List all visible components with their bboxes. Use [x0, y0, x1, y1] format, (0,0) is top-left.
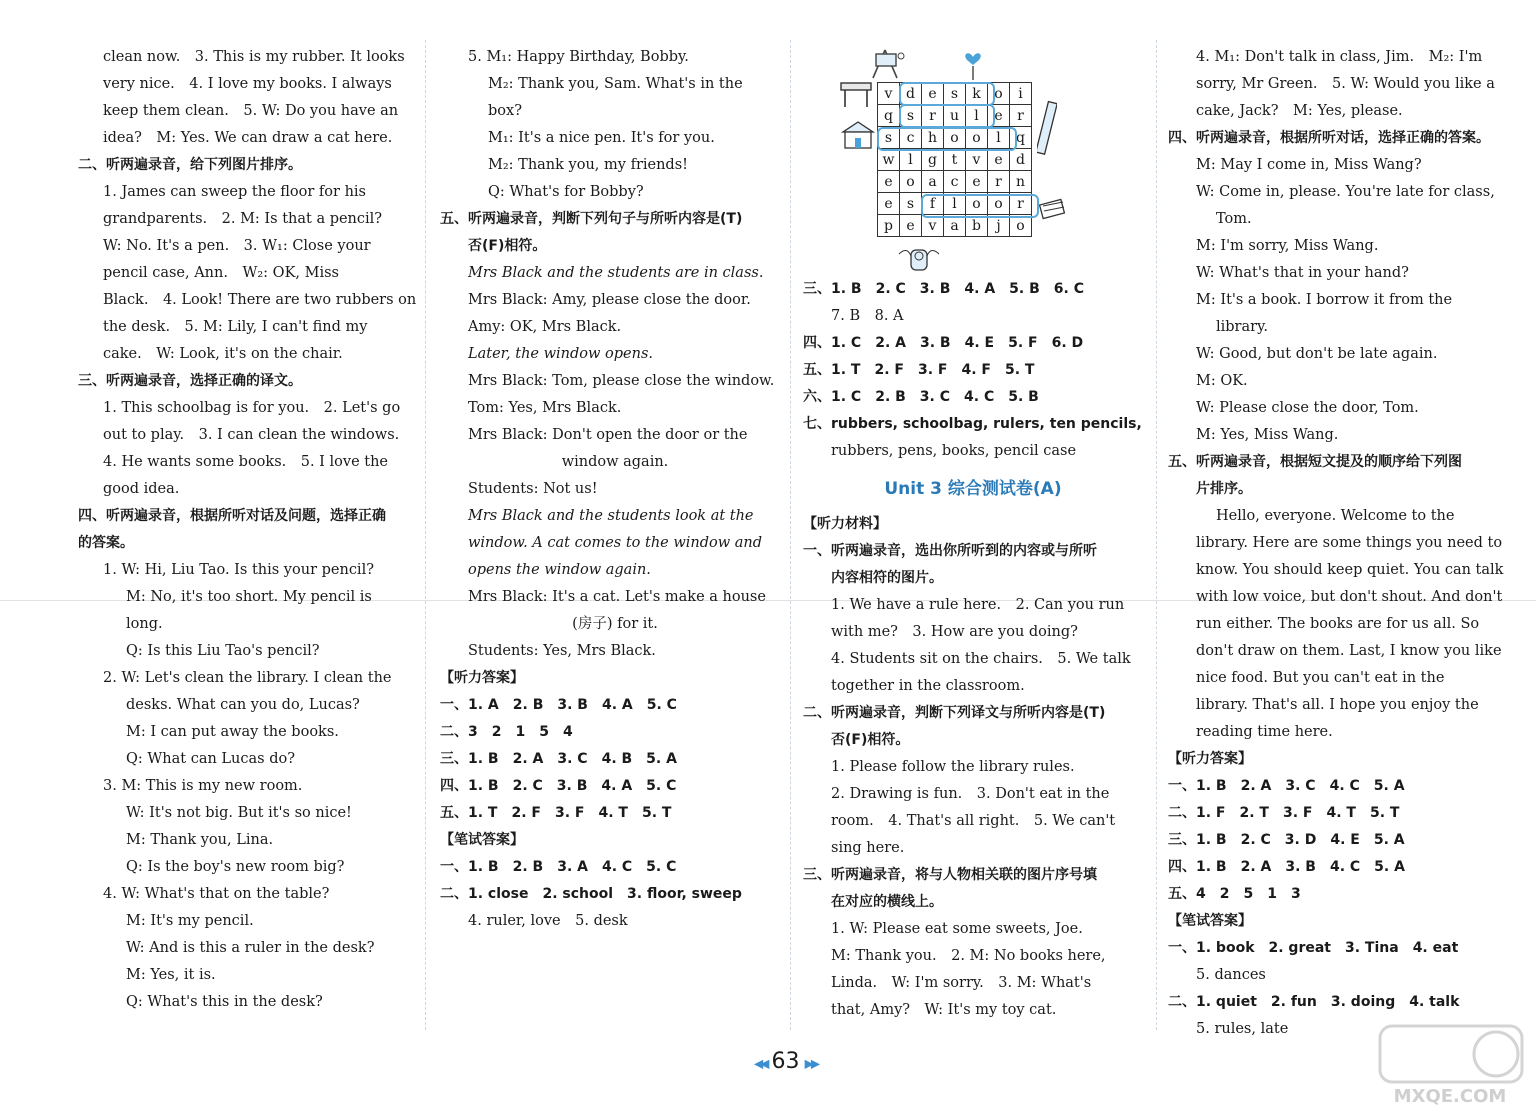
text-line: idea? M: Yes. We can draw a cat here. [103, 130, 393, 146]
grid-cell: l [988, 127, 1010, 149]
grid-cell: f [922, 193, 944, 215]
text-line: Q: Is this Liu Tao's pencil? [126, 643, 320, 659]
grid-cell: e [988, 149, 1010, 171]
section-line: 三、听两遍录音，将与人物相关联的图片序号填 [803, 867, 1097, 883]
text-line: 4. W: What's that on the table? [103, 886, 330, 902]
unit-title: Unit 3 综合测试卷(A) [884, 479, 1062, 499]
grid-cell: d [900, 83, 922, 105]
text-line: sorry, Mr Green. 5. W: Would you like a [1196, 76, 1495, 92]
watermark-logo [1372, 1020, 1530, 1110]
text-line: M: May I come in, Miss Wang? [1196, 157, 1422, 173]
section-line: 一、1. A 2. B 3. B 4. A 5. C [440, 697, 677, 713]
section-line: 五、1. T 2. F 3. F 4. F 5. T [803, 362, 1035, 378]
text-line: run either. The books are for us all. So [1196, 616, 1480, 632]
text-line: that, Amy? W: It's my toy cat. [831, 1002, 1057, 1018]
grid-cell: i [1010, 83, 1032, 105]
highlight-desk [899, 82, 995, 106]
grid-cell: l [900, 149, 922, 171]
text-line: very nice. 4. I love my books. I always [103, 76, 392, 92]
grid-cell: h [922, 127, 944, 149]
grid-cell: p [878, 215, 900, 237]
section-line: 三、1. B 2. A 3. C 4. B 5. A [440, 751, 677, 767]
grid-cell: l [966, 105, 988, 127]
column-divider-1 [425, 40, 426, 1030]
text-line: desks. What can you do, Lucas? [126, 697, 360, 713]
column-3 [803, 44, 1143, 1024]
text-line: M: It's a book. I borrow it from the [1196, 292, 1453, 308]
grid-cell: a [944, 215, 966, 237]
text-line: Students: Not us! [468, 481, 598, 497]
grid-cell: c [900, 127, 922, 149]
text-line: 5. dances [1196, 967, 1266, 983]
text-line: Linda. W: I'm sorry. 3. M: What's [831, 975, 1092, 991]
text-line: M₂: Thank you, Sam. What's in the [488, 76, 743, 92]
grid-cell: v [922, 215, 944, 237]
text-line: library. Here are some things you need to [1196, 535, 1503, 551]
section-line: 否(F)相符。 [831, 732, 910, 748]
section-line: 一、1. B 2. A 3. C 4. C 5. A [1168, 778, 1405, 794]
text-line: M: I can put away the books. [126, 724, 339, 740]
grid-cell: o [900, 171, 922, 193]
text-line: 4. Students sit on the chairs. 5. We talk [831, 651, 1131, 667]
grid-cell: o [1010, 215, 1032, 237]
text-line: Tom. [1216, 211, 1252, 227]
grid-cell: e [922, 83, 944, 105]
text-line: Q: What can Lucas do? [126, 751, 295, 767]
section-line: 【听力材料】 [803, 516, 887, 532]
text-line: 1. We have a rule here. 2. Can you run [831, 597, 1125, 613]
text-line: Q: Is the boy's new room big? [126, 859, 345, 875]
text-line: keep them clean. 5. W: Do you have an [103, 103, 399, 119]
grid-cell: e [966, 171, 988, 193]
section-line: 五、听两遍录音，判断下列句子与所听内容是(T) [440, 211, 743, 227]
answers-part-a [803, 276, 1143, 465]
text-line: W: Good, but don't be late again. [1196, 346, 1438, 362]
section-line: 四、听两遍录音，根据所听对话，选择正确的答案。 [1168, 130, 1490, 146]
column-divider-3 [1156, 40, 1157, 1030]
text-line: 7. B 8. A [831, 308, 904, 324]
grid-cell: a [922, 171, 944, 193]
text-line: together in the classroom. [831, 678, 1025, 694]
grid-cell: j [988, 215, 1010, 237]
grid-cell: e [878, 193, 900, 215]
section-line: 的答案。 [78, 535, 134, 551]
highlight-school [877, 127, 1017, 151]
text-line: M: I'm sorry, Miss Wang. [1196, 238, 1379, 254]
next-arrow-icon: ▶▶ [804, 1056, 818, 1071]
section-line: 二、1. close 2. school 3. floor, sweep [440, 886, 742, 902]
text-line: Mrs Black: Amy, please close the door. [468, 292, 751, 308]
text-line: Black. 4. Look! There are two rubbers on [103, 292, 417, 308]
grid-cell: r [1010, 105, 1032, 127]
svg-text:MXQE.COM: MXQE.COM [1393, 1086, 1507, 1107]
section-line: 六、1. C 2. B 3. C 4. C 5. B [803, 389, 1039, 405]
grid-cell: q [1010, 127, 1032, 149]
text-line: Mrs Black: Don't open the door or the [468, 427, 748, 443]
section-line: 三、听两遍录音，选择正确的译文。 [78, 373, 302, 389]
section-line: 【笔试答案】 [440, 832, 524, 848]
highlight-ruler [899, 104, 995, 128]
text-line: Q: What's this in the desk? [126, 994, 323, 1010]
text-line: (房子) for it. [572, 616, 658, 632]
section-line: 四、1. B 2. C 3. B 4. A 5. C [440, 778, 677, 794]
section-line: 【笔试答案】 [1168, 913, 1252, 929]
section-line: 二、听两遍录音，判断下列译文与所听内容是(T) [803, 705, 1106, 721]
text-line: 1. Please follow the library rules. [831, 759, 1075, 775]
text-line: with me? 3. How are you doing? [831, 624, 1078, 640]
text-line: opens the window again. [468, 562, 651, 578]
text-line: M₁: It's a nice pen. It's for you. [488, 130, 715, 146]
text-line: 1. James can sweep the floor for his [103, 184, 366, 200]
grid-cell: o [988, 193, 1010, 215]
grid-cell: k [966, 83, 988, 105]
grid-cell: d [1010, 149, 1032, 171]
text-line: sing here. [831, 840, 905, 856]
text-line: 4. He wants some books. 5. I love the [103, 454, 389, 470]
text-line: 2. W: Let's clean the library. I clean the [103, 670, 392, 686]
prev-arrow-icon: ◀◀ [753, 1056, 767, 1071]
text-line: Tom: Yes, Mrs Black. [468, 400, 622, 416]
text-line: cake. W: Look, it's on the chair. [103, 346, 343, 362]
word-search-puzzle [803, 44, 1143, 276]
text-line: M: Thank you, Lina. [126, 832, 274, 848]
text-line: window. A cat comes to the window and [468, 535, 763, 551]
section-line: 三、1. B 2. C 3. B 4. A 5. B 6. C [803, 281, 1084, 297]
column-1 [78, 44, 418, 1016]
grid-cell: g [922, 149, 944, 171]
section-line: 四、听两遍录音，根据所听对话及问题，选择正确 [78, 508, 386, 524]
grid-cell: v [878, 83, 900, 105]
text-line: M: Yes, Miss Wang. [1196, 427, 1339, 443]
section-line: 三、1. B 2. C 3. D 4. E 5. A [1168, 832, 1405, 848]
grid-cell: o [966, 193, 988, 215]
text-line: box? [488, 103, 522, 119]
column-4 [1168, 44, 1513, 1043]
section-line: 五、听两遍录音，根据短文提及的顺序给下列图 [1168, 454, 1462, 470]
text-line: M: Yes, it is. [126, 967, 216, 983]
grid-cell: s [900, 193, 922, 215]
section-line: 一、1. B 2. B 3. A 4. C 5. C [440, 859, 677, 875]
text-line: rubbers, pens, books, pencil case [831, 443, 1077, 459]
grid-cell: c [944, 171, 966, 193]
text-line: M: OK. [1196, 373, 1248, 389]
text-line: the desk. 5. M: Lily, I can't find my [103, 319, 368, 335]
text-line: Mrs Black and the students are in class. [468, 265, 764, 281]
text-line: clean now. 3. This is my rubber. It looks [103, 49, 405, 65]
section-line: 二、1. F 2. T 3. F 4. T 5. T [1168, 805, 1400, 821]
grid-cell: r [988, 171, 1010, 193]
text-line: W: And is this a ruler in the desk? [126, 940, 375, 956]
grid-cell: e [900, 215, 922, 237]
heart-pin-icon [961, 48, 985, 82]
grid-cell: e [878, 171, 900, 193]
text-line: M₂: Thank you, my friends! [488, 157, 688, 173]
section-line: 【听力答案】 [440, 670, 524, 686]
text-line: long. [126, 616, 163, 632]
text-line: M: No, it's too short. My pencil is [126, 589, 372, 605]
column-2 [440, 44, 790, 935]
grid-cell: o [966, 127, 988, 149]
grid-row [878, 171, 1032, 193]
section-line: 四、1. B 2. A 3. B 4. C 5. A [1168, 859, 1405, 875]
grid-row [878, 149, 1032, 171]
easel-icon [867, 46, 907, 80]
text-line: 2. Drawing is fun. 3. Don't eat in the [831, 786, 1110, 802]
section-line: 一、听两遍录音，选出你所听到的内容或与所听 [803, 543, 1097, 559]
listening-materials [803, 511, 1143, 1024]
text-line: M: Thank you. 2. M: No books here, [831, 948, 1106, 964]
grid-cell: r [922, 105, 944, 127]
grid-cell: r [1010, 193, 1032, 215]
text-line: grandparents. 2. M: Is that a pencil? [103, 211, 383, 227]
text-line: 3. M: This is my new room. [103, 778, 303, 794]
grid-cell: s [900, 105, 922, 127]
text-line: pencil case, Ann. W₂: OK, Miss [103, 265, 339, 281]
text-line: Hello, everyone. Welcome to the [1216, 508, 1455, 524]
text-line: 4. M₁: Don't talk in class, Jim. M₂: I'm [1196, 49, 1483, 65]
section-line: 二、听两遍录音，给下列图片排序。 [78, 157, 302, 173]
text-line: with low voice, but don't shout. And don't [1196, 589, 1503, 605]
section-line: 五、4 2 5 1 3 [1168, 886, 1301, 902]
text-line: reading time here. [1196, 724, 1333, 740]
grid-cell: n [1010, 171, 1032, 193]
text-line: 5. rules, late [1196, 1021, 1289, 1037]
grid-cell: b [966, 215, 988, 237]
text-line: Q: What's for Bobby? [488, 184, 644, 200]
text-line: window again. [561, 454, 669, 470]
section-line: 否(F)相符。 [468, 238, 547, 254]
section-line: 二、1. quiet 2. fun 3. doing 4. talk [1168, 994, 1460, 1010]
text-line: W: It's not big. But it's so nice! [126, 805, 352, 821]
text-line: good idea. [103, 481, 180, 497]
text-line: cake, Jack? M: Yes, please. [1196, 103, 1403, 119]
text-line: room. 4. That's all right. 5. We can't [831, 813, 1116, 829]
desk-icon [839, 80, 873, 108]
section-line: 片排序。 [1196, 481, 1252, 497]
school-building-icon [841, 120, 875, 150]
grid-cell: l [944, 193, 966, 215]
text-line: library. [1216, 319, 1268, 335]
text-line: don't draw on them. Last, I know you like [1196, 643, 1502, 659]
grid-cell: w [878, 149, 900, 171]
grid-cell: o [988, 83, 1010, 105]
text-line: 1. W: Hi, Liu Tao. Is this your pencil? [103, 562, 374, 578]
grid-cell: s [878, 127, 900, 149]
section-line: 在对应的横线上。 [831, 894, 943, 910]
text-line: Later, the window opens. [468, 346, 653, 362]
column-divider-2 [790, 40, 791, 1030]
page-number: 63 [771, 1049, 800, 1074]
section-line: 四、1. C 2. A 3. B 4. E 5. F 6. D [803, 335, 1084, 351]
bag-icon [897, 242, 941, 274]
section-line: 一、1. book 2. great 3. Tina 4. eat [1168, 940, 1459, 956]
text-line: Amy: OK, Mrs Black. [468, 319, 622, 335]
grid-cell: e [988, 105, 1010, 127]
text-line: know. You should keep quiet. You can talk [1196, 562, 1504, 578]
grid-cell: t [944, 149, 966, 171]
text-line: out to play. 3. I can clean the windows. [103, 427, 400, 443]
broom-icon [1037, 194, 1067, 224]
text-line: nice food. But you can't eat in the [1196, 670, 1445, 686]
text-line: 5. M₁: Happy Birthday, Bobby. [468, 49, 689, 65]
text-line: W: Please close the door, Tom. [1196, 400, 1419, 416]
text-line: Students: Yes, Mrs Black. [468, 643, 656, 659]
grid-cell: o [944, 127, 966, 149]
text-line: 4. ruler, love 5. desk [468, 913, 628, 929]
section-line: 七、rubbers, schoolbag, rulers, ten pencils, [803, 416, 1142, 432]
ruler-icon [1037, 100, 1057, 156]
text-line: W: What's that in your hand? [1196, 265, 1409, 281]
section-line: 五、1. T 2. F 3. F 4. T 5. T [440, 805, 672, 821]
grid-cell: s [944, 83, 966, 105]
text-line: library. That's all. I hope you enjoy the [1196, 697, 1479, 713]
grid-cell: u [944, 105, 966, 127]
text-line: 1. This schoolbag is for you. 2. Let's go [103, 400, 401, 416]
grid-cell: v [966, 149, 988, 171]
highlight-floor [921, 194, 1039, 218]
text-line: W: No. It's a pen. 3. W₁: Close your [103, 238, 371, 254]
section-line: 内容相符的图片。 [831, 570, 943, 586]
text-line: Mrs Black: It's a cat. Let's make a house [468, 589, 766, 605]
text-line: M: It's my pencil. [126, 913, 254, 929]
section-line: 【听力答案】 [1168, 751, 1252, 767]
text-line: Mrs Black: Tom, please close the window. [468, 373, 775, 389]
text-line: 1. W: Please eat some sweets, Joe. [831, 921, 1083, 937]
page-footer [738, 1046, 833, 1078]
text-line: W: Come in, please. You're late for class, [1196, 184, 1495, 200]
text-line: Mrs Black and the students look at the [468, 508, 754, 524]
grid-cell: q [878, 105, 900, 127]
section-line: 二、3 2 1 5 4 [440, 724, 573, 740]
